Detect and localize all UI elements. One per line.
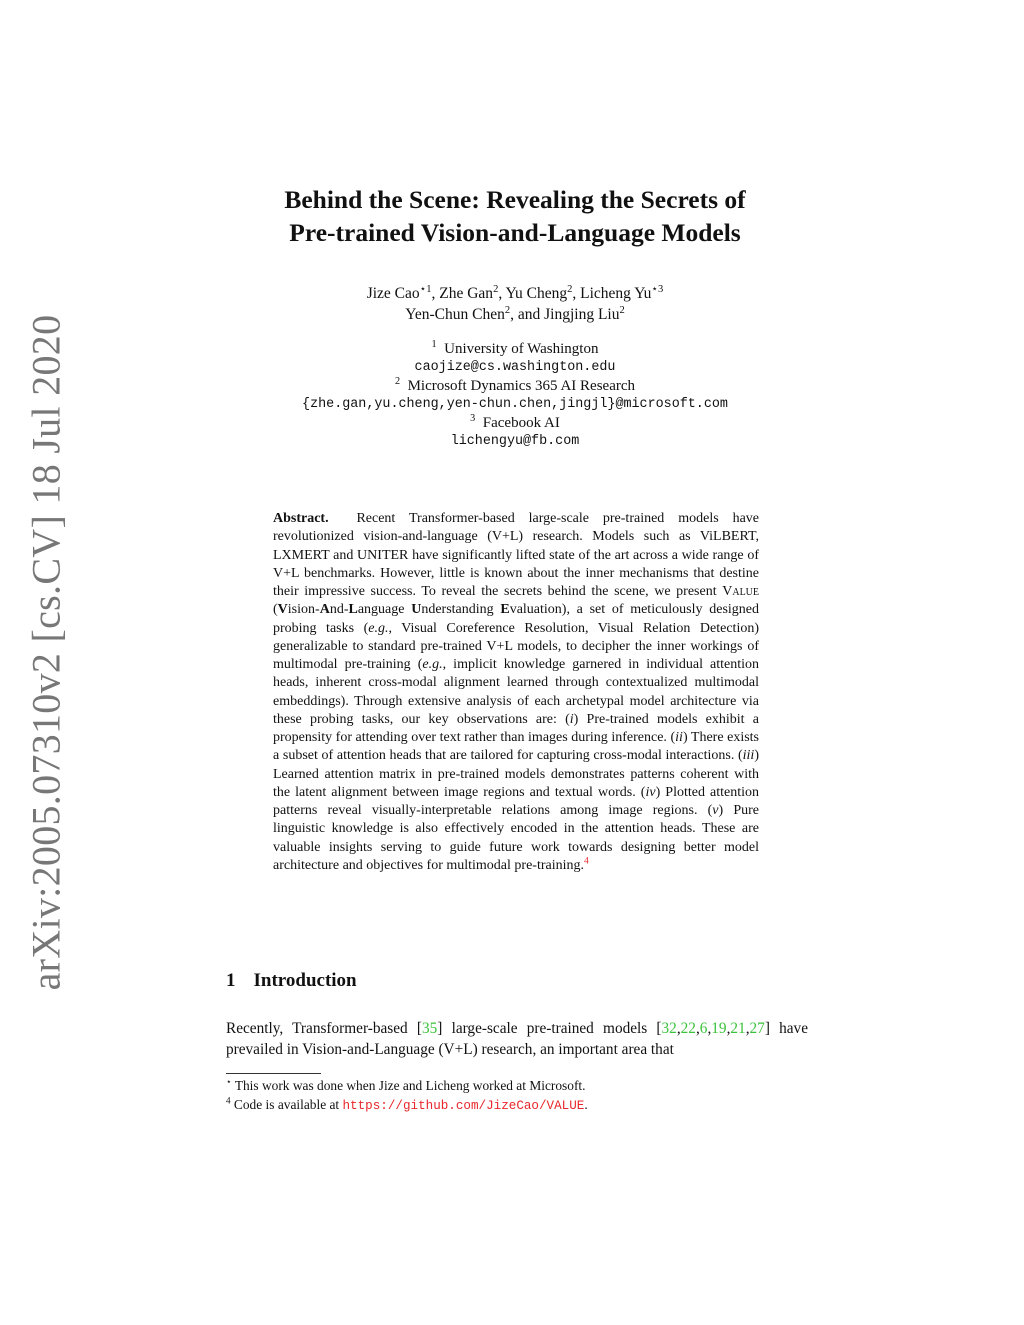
abstract-italic: e.g. (368, 620, 389, 636)
footnote-end: . (584, 1096, 588, 1112)
author-name: Yu Cheng (505, 285, 568, 302)
abstract-roman-numeral: iii (742, 748, 755, 764)
author-affil-mark: 2 (619, 304, 625, 316)
affiliation-1 (150, 340, 880, 359)
acronym-text: nderstanding (421, 602, 501, 618)
affiliation-name: Microsoft Dynamics 365 AI Research (407, 378, 636, 394)
title-line-2: Pre-trained Vision-and-Language Models (289, 218, 741, 247)
abstract-text: ), a set of meticulously designed probing tasks ( (273, 602, 759, 636)
author-affil-mark: 2 (493, 283, 499, 295)
citation-link[interactable]: 27 (749, 1020, 765, 1037)
abstract-roman-numeral: v (712, 803, 719, 818)
author-separator: , (572, 285, 581, 302)
title-line-1: Behind the Scene: Revealing the Secrets of (284, 185, 746, 214)
author-name: Yen-Chun Chen (405, 306, 505, 323)
arxiv-stamp-text: arXiv:2005.07310v2 [cs.CV] 18 Jul 2020 (23, 314, 69, 991)
abstract-text: ) Learned attention matrix in pre-trained models demonstrates patterns coherent with the latent alignment between image regions and textual words. ( (273, 748, 759, 800)
abstract-text: Recent Transformer-based large-scale pre-trained models have revolutionized vision-and-language (V+L) research. Models such as ViLBERT, LXMERT and UNITER have significantly lifted state of the art across a wide range of V+L benchmarks. However, little is known about the inner mechanisms that destine their impressive success. To reveal the secrets behind the scene, we present (273, 511, 759, 599)
abstract: Abstract. Recent Transformer-based large-scale pre-trained models have revolutionized vision-and-language (V+L) research. Models such as ViLBERT, LXMERT and UNITER have significantly lifted state of the art across a wide range of V+L benchmarks. However, little is known about the inner mechanisms that destine their impressive success. To reveal the secrets behind the scene, we present Value (Vision-And-Language Understanding Evaluation), a set of meticulously designed probing tasks (e.g., Visual Coreference Resolution, Visual Relation Detection) generalizable to standard pre-trained V+L models, to decipher the inner workings of multimodal pre-training (e.g., implicit knowledge garnered in individual attention heads, inherent cross-modal alignment learned through contextualized multimodal embeddings). Through extensive analysis of each archetypal model architecture via these probing tasks, our key observations are: (i) Pre-trained models exhibit a propensity for attending over text rather than images during inference. (ii) There exists a subset of attention heads that are tailored for capturing cross-modal interactions. (iii) Learned attention matrix in pre-trained models demonstrates patterns coherent with the latent alignment between image regions and textual words. (iv) Plotted attention patterns reveal visually-interpretable relations among image regions. (v) Pure linguistic knowledge is also effectively encoded in the attention heads. These are valuable insights serving to guide future work towards designing better model architecture and objectives for multimodal pre-training.$^4$ (273, 511, 760, 873)
affiliation-2-email: {zhe.gan,yu.cheng,yen-chun.chen,jingjl}@microsoft.com (302, 396, 728, 412)
footnotes (226, 1077, 826, 1115)
abstract-text: , Visual Coreference Resolution, Visual Relation Detection) generalizable to standard pre-trained V+L models, to decipher the inner workings of multimodal pre-training ( (273, 620, 759, 672)
citation-link[interactable]: 32 (661, 1020, 677, 1037)
footnote-text: This work was done when Jize and Licheng worked at Microsoft. (234, 1078, 586, 1093)
affiliation-mark: 1 (431, 339, 437, 350)
author-name: Zhe Gan (439, 285, 494, 302)
abstract-text: ) Plotted attention patterns reveal visually-interpretable relations among image regions. ( (273, 784, 759, 818)
footnote-text: Code is available at (233, 1096, 343, 1112)
author-affil-mark: 2 (567, 283, 573, 295)
author-affil-mark: ⋆1 (419, 283, 432, 295)
acronym-text: anguage (357, 602, 412, 618)
author-list (150, 283, 880, 325)
acronym-letter: U (411, 602, 422, 618)
author-name: Jingjing Liu (544, 306, 620, 323)
author-name: Jize Cao (366, 285, 420, 302)
abstract-label: Abstract. (273, 511, 329, 526)
citation-link[interactable]: 19 (711, 1020, 727, 1037)
author-separator: , (498, 285, 506, 302)
abstract-roman-numeral: ii (675, 730, 683, 745)
author-line-1 (150, 283, 880, 304)
acronym-text: nd- (329, 602, 349, 618)
intro-text: ] have prevailed in Vision-and-Language (V+L) research, an important area that (226, 1020, 808, 1058)
affiliation-3 (150, 414, 880, 433)
intro-paragraph: Recently, Transformer-based [35] large-scale pre-trained models [32,22,6,19,21,27] have prevailed in Vision-and-Language (V+L) research, an important area that (226, 1020, 808, 1058)
author-line-2 (150, 304, 880, 325)
footnote-mark: ⋆ (226, 1076, 232, 1087)
value-benchmark-name: Value (722, 584, 760, 599)
abstract-roman-numeral: i (569, 711, 574, 727)
citation-link[interactable]: 22 (680, 1020, 696, 1037)
acronym-letter: E (500, 602, 510, 618)
affiliation-mark: 3 (470, 413, 476, 424)
affiliation-3-email: lichengyu@fb.com (450, 433, 580, 449)
affiliation-2 (150, 377, 880, 396)
abstract-text: ) Pre-trained models exhibit a propensity for attending over text rather than images during inference. ( (273, 711, 759, 745)
paper-title (150, 183, 880, 249)
acronym-text: valuation (509, 602, 562, 618)
acronym-letter: V (277, 602, 288, 618)
arxiv-stamp (18, 314, 74, 991)
footnote-mark: 4 (226, 1095, 231, 1106)
code-repo-link[interactable]: https://github.com/JizeCao/VALUE (342, 1098, 585, 1113)
citation-link[interactable]: 21 (730, 1020, 746, 1037)
citation-link[interactable]: 35 (421, 1020, 438, 1037)
author-name: Licheng Yu (580, 285, 652, 302)
section-title: Introduction (253, 970, 357, 991)
abstract-italic: e.g. (422, 657, 443, 672)
affiliation-name: University of Washington (444, 341, 599, 357)
affiliation-1-email: caojize@cs.washington.edu (414, 359, 616, 375)
footnote-2 (226, 1096, 826, 1116)
section-number: 1 (226, 970, 236, 991)
abstract-text: , implicit knowledge garnered in individual attention heads, inherent cross-modal alignment learned through contextualized multimodal embeddings). Through extensive analysis of each archetypal model architecture via these probing tasks, our key observations are: ( (273, 657, 760, 727)
abstract-text: ) Pure linguistic knowledge is also effectively encoded in the attention heads. These are valuable insights serving to guide future work towards designing better model architecture and objectives for multimodal pre-training. (273, 803, 760, 873)
author-separator: , and (510, 306, 545, 323)
footnote-divider (226, 1073, 321, 1074)
author-affil-mark: ⋆3 (651, 283, 664, 295)
acronym-letter: L (348, 602, 358, 618)
abstract-roman-numeral: iv (645, 784, 656, 800)
author-affil-mark: 2 (504, 304, 511, 316)
affiliations (150, 340, 880, 451)
affiliation-name: Facebook AI (482, 415, 560, 431)
acronym-text: ision- (287, 602, 320, 618)
abstract-text: ) There exists a subset of attention heads that are tailored for capturing cross-modal interactions. ( (273, 730, 759, 764)
affiliation-mark: 2 (394, 376, 401, 387)
section-heading (226, 970, 357, 992)
intro-text: Recently, Transformer-based [ (226, 1020, 422, 1037)
acronym-letter: A (319, 602, 330, 618)
footnote-link[interactable]: 4 (584, 856, 589, 867)
intro-text: ] large-scale pre-trained models [ (437, 1020, 662, 1037)
author-separator: , (431, 285, 440, 302)
footnote-1 (226, 1077, 826, 1096)
citation-link[interactable]: 6 (699, 1020, 708, 1037)
